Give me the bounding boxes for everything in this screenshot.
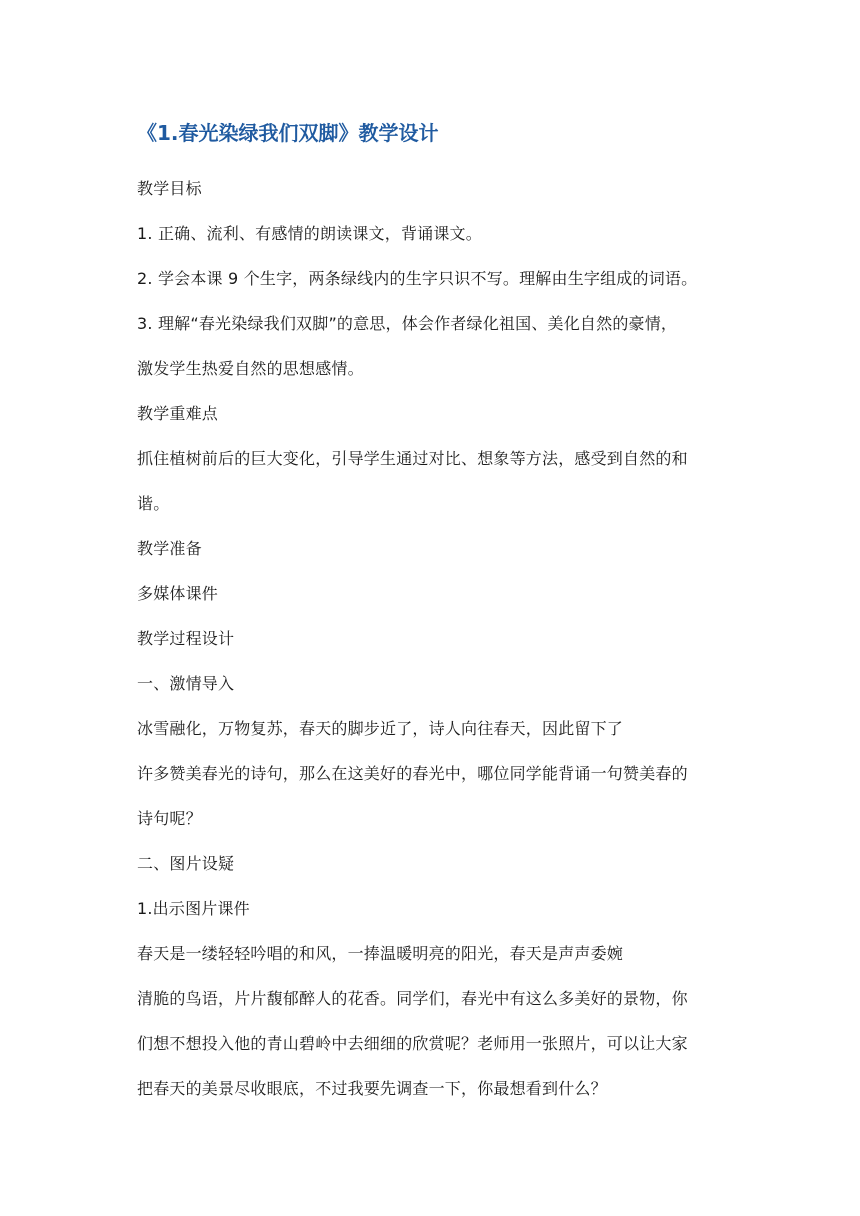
objective-item-1: 1. 正确、流利、有感情的朗读课文，背诵课文。 [137,224,482,243]
section-heading-process: 教学过程设计 [137,629,235,648]
paragraph-line: 诗句呢？ [137,809,202,828]
preparation-text: 多媒体课件 [137,584,219,603]
paragraph-line: 把春天的美景尽收眼底，不过我要先调查一下，你最想看到什么？ [137,1079,607,1098]
objective-item-3-continued: 激发学生热爱自然的思想感情。 [137,359,364,378]
process-step-2-heading: 二、图片设疑 [137,854,235,873]
document-title: 《1.春光染绿我们双脚》教学设计 [137,121,439,145]
process-step-1-heading: 一、激情导入 [137,674,235,693]
key-points-text: 抓住植树前后的巨大变化，引导学生通过对比、想象等方法，感受到自然的和 [137,449,688,468]
process-substep-heading: 1.出示图片课件 [137,899,250,918]
section-heading-objectives: 教学目标 [137,179,202,198]
key-points-text-continued: 谐。 [137,494,170,513]
paragraph-line: 们想不想投入他的青山碧岭中去细细的欣赏呢？老师用一张照片，可以让大家 [137,1034,688,1053]
section-heading-preparation: 教学准备 [137,539,202,558]
objective-item-2: 2. 学会本课 9 个生字，两条绿线内的生字只识不写。理解由生字组成的词语。 [137,269,698,288]
paragraph-line: 清脆的鸟语，片片馥郁醉人的花香。同学们，春光中有这么多美好的景物，你 [137,989,688,1008]
paragraph-line: 春天是一缕轻轻吟唱的和风，一捧温暖明亮的阳光，春天是声声委婉 [137,944,624,963]
section-heading-key-points: 教学重难点 [137,404,219,423]
paragraph-line: 许多赞美春光的诗句，那么在这美好的春光中，哪位同学能背诵一句赞美春的 [137,764,688,783]
paragraph-line: 冰雪融化，万物复苏，春天的脚步近了，诗人向往春天，因此留下了 [137,719,624,738]
objective-item-3: 3. 理解“春光染绿我们双脚”的意思，体会作者绿化祖国、美化自然的豪情， [137,314,678,333]
